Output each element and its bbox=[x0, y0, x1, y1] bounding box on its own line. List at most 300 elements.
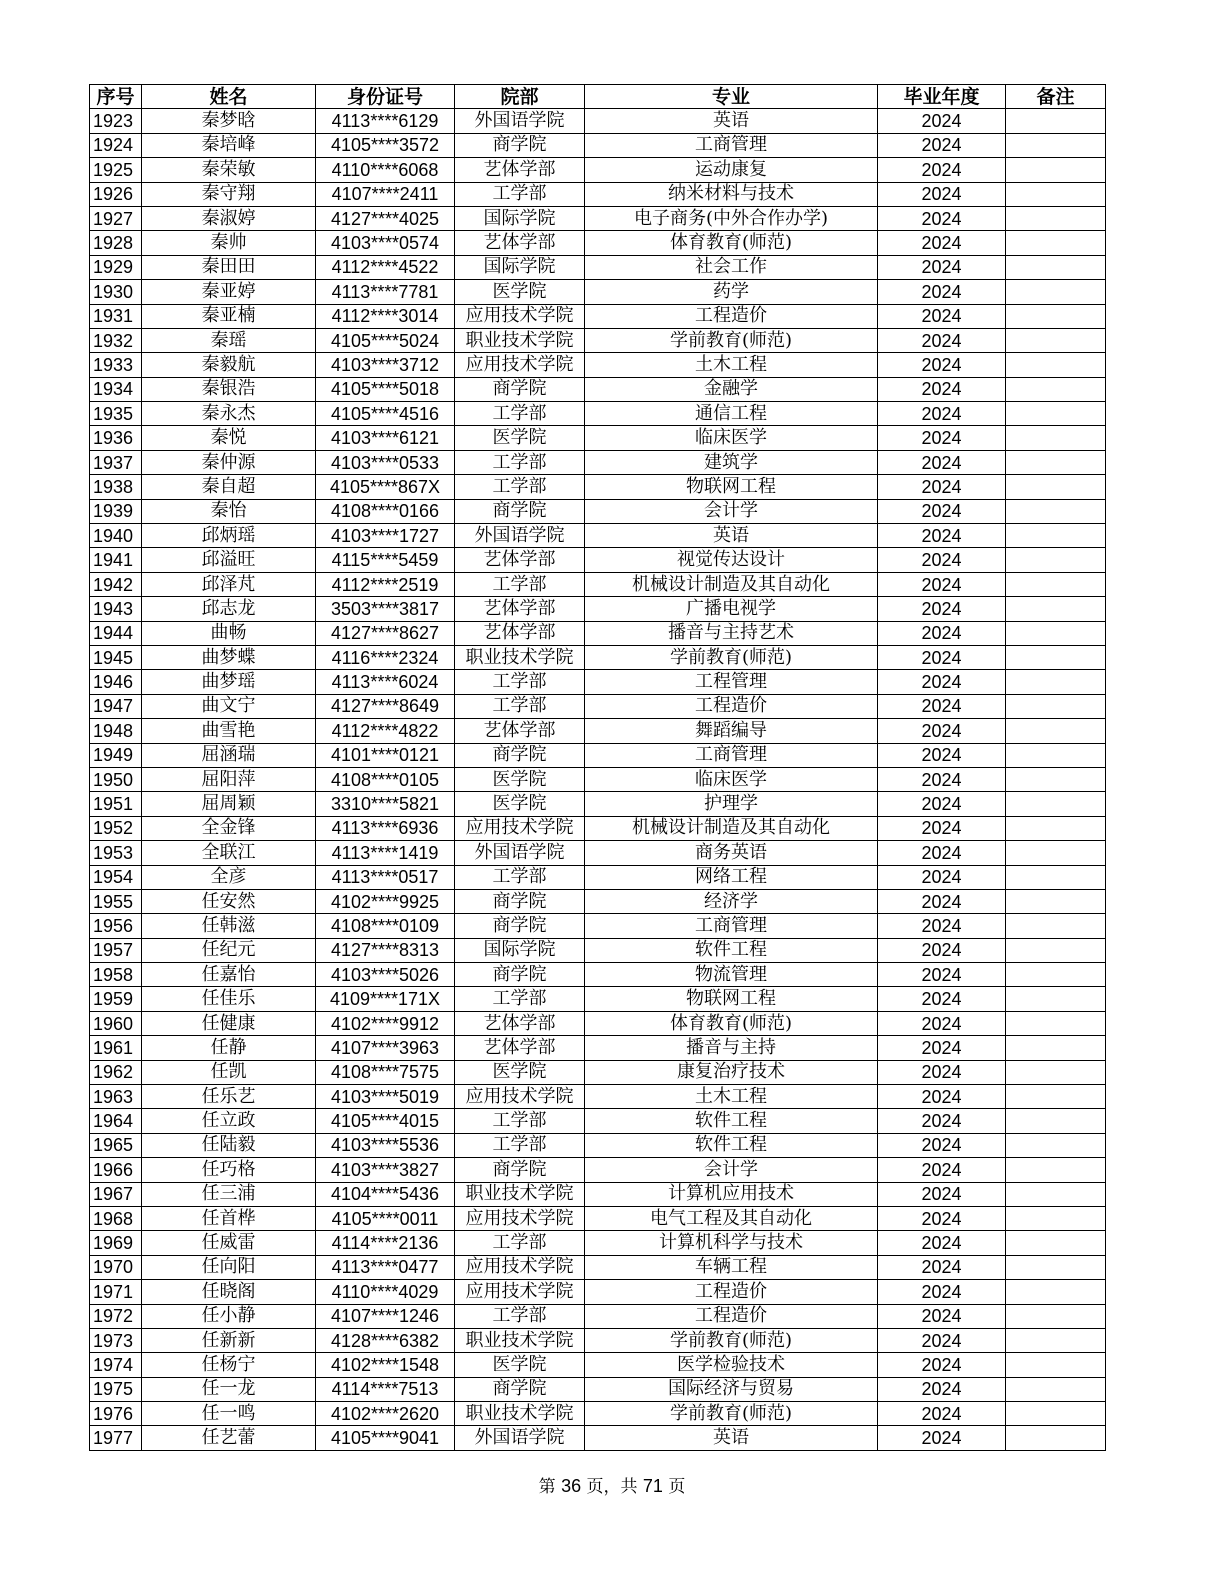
cell-department: 商学院 bbox=[455, 133, 585, 157]
cell-seq: 1966 bbox=[90, 1158, 142, 1182]
cell-name: 秦怡 bbox=[142, 499, 316, 523]
cell-graduation-year: 2024 bbox=[878, 206, 1006, 230]
cell-id-number: 4108****7575 bbox=[316, 1060, 455, 1084]
cell-graduation-year: 2024 bbox=[878, 1304, 1006, 1328]
cell-department: 职业技术学院 bbox=[455, 645, 585, 669]
cell-major: 播音与主持艺术 bbox=[585, 621, 878, 645]
cell-remarks bbox=[1006, 1353, 1106, 1377]
cell-major: 软件工程 bbox=[585, 938, 878, 962]
cell-id-number: 4102****1548 bbox=[316, 1353, 455, 1377]
cell-major: 电子商务(中外合作办学) bbox=[585, 206, 878, 230]
table-row bbox=[90, 182, 1106, 206]
cell-major: 药学 bbox=[585, 280, 878, 304]
cell-seq: 1954 bbox=[90, 865, 142, 889]
cell-department: 工学部 bbox=[455, 1304, 585, 1328]
table-row bbox=[90, 1353, 1106, 1377]
cell-major: 运动康复 bbox=[585, 158, 878, 182]
cell-major: 舞蹈编导 bbox=[585, 719, 878, 743]
cell-major: 物联网工程 bbox=[585, 987, 878, 1011]
cell-name: 屈阳萍 bbox=[142, 767, 316, 791]
table-row bbox=[90, 1231, 1106, 1255]
cell-department: 职业技术学院 bbox=[455, 1182, 585, 1206]
cell-major: 学前教育(师范) bbox=[585, 1402, 878, 1426]
cell-department: 商学院 bbox=[455, 743, 585, 767]
cell-remarks bbox=[1006, 865, 1106, 889]
cell-seq: 1923 bbox=[90, 109, 142, 133]
cell-id-number: 4109****171X bbox=[316, 987, 455, 1011]
cell-name: 邱志龙 bbox=[142, 597, 316, 621]
cell-remarks bbox=[1006, 1182, 1106, 1206]
cell-remarks bbox=[1006, 1280, 1106, 1304]
cell-id-number: 4105****0011 bbox=[316, 1206, 455, 1230]
cell-id-number: 4102****9912 bbox=[316, 1011, 455, 1035]
cell-major: 会计学 bbox=[585, 1158, 878, 1182]
cell-name: 全金锋 bbox=[142, 816, 316, 840]
cell-seq: 1958 bbox=[90, 963, 142, 987]
cell-seq: 1957 bbox=[90, 938, 142, 962]
cell-department: 艺体学部 bbox=[455, 1036, 585, 1060]
cell-name: 任嘉怡 bbox=[142, 963, 316, 987]
cell-seq: 1965 bbox=[90, 1133, 142, 1157]
table-row bbox=[90, 158, 1106, 182]
table-row bbox=[90, 255, 1106, 279]
cell-name: 任三浦 bbox=[142, 1182, 316, 1206]
cell-name: 任纪元 bbox=[142, 938, 316, 962]
cell-name: 秦悦 bbox=[142, 426, 316, 450]
cell-department: 国际学院 bbox=[455, 938, 585, 962]
cell-id-number: 4112****4522 bbox=[316, 255, 455, 279]
cell-id-number: 4128****6382 bbox=[316, 1328, 455, 1352]
cell-name: 任立政 bbox=[142, 1109, 316, 1133]
cell-department: 商学院 bbox=[455, 889, 585, 913]
cell-id-number: 4127****8313 bbox=[316, 938, 455, 962]
cell-department: 职业技术学院 bbox=[455, 1328, 585, 1352]
cell-id-number: 4114****7513 bbox=[316, 1377, 455, 1401]
table-row bbox=[90, 231, 1106, 255]
cell-seq: 1953 bbox=[90, 841, 142, 865]
table-row bbox=[90, 987, 1106, 1011]
cell-graduation-year: 2024 bbox=[878, 889, 1006, 913]
cell-graduation-year: 2024 bbox=[878, 450, 1006, 474]
cell-remarks bbox=[1006, 255, 1106, 279]
cell-name: 秦自超 bbox=[142, 475, 316, 499]
table-row bbox=[90, 767, 1106, 791]
cell-major: 机械设计制造及其自动化 bbox=[585, 572, 878, 596]
page-footer bbox=[0, 1472, 1224, 1497]
cell-remarks bbox=[1006, 328, 1106, 352]
cell-name: 任静 bbox=[142, 1036, 316, 1060]
cell-id-number: 4103****3827 bbox=[316, 1158, 455, 1182]
header-graduation-year: 毕业年度 bbox=[878, 85, 1006, 109]
cell-major: 网络工程 bbox=[585, 865, 878, 889]
cell-major: 电气工程及其自动化 bbox=[585, 1206, 878, 1230]
cell-major: 学前教育(师范) bbox=[585, 328, 878, 352]
cell-department: 工学部 bbox=[455, 1109, 585, 1133]
cell-name: 任乐艺 bbox=[142, 1085, 316, 1109]
cell-remarks bbox=[1006, 792, 1106, 816]
cell-name: 秦淑婷 bbox=[142, 206, 316, 230]
cell-name: 秦荣敏 bbox=[142, 158, 316, 182]
table-row bbox=[90, 841, 1106, 865]
cell-name: 邱炳瑶 bbox=[142, 524, 316, 548]
cell-seq: 1930 bbox=[90, 280, 142, 304]
header-seq: 序号 bbox=[90, 85, 142, 109]
cell-graduation-year: 2024 bbox=[878, 426, 1006, 450]
cell-graduation-year: 2024 bbox=[878, 182, 1006, 206]
cell-graduation-year: 2024 bbox=[878, 1060, 1006, 1084]
cell-department: 商学院 bbox=[455, 499, 585, 523]
cell-name: 秦亚婷 bbox=[142, 280, 316, 304]
cell-major: 工程造价 bbox=[585, 694, 878, 718]
table-row bbox=[90, 1255, 1106, 1279]
table-row bbox=[90, 816, 1106, 840]
header-remarks: 备注 bbox=[1006, 85, 1106, 109]
cell-id-number: 4103****1727 bbox=[316, 524, 455, 548]
cell-graduation-year: 2024 bbox=[878, 1280, 1006, 1304]
cell-department: 应用技术学院 bbox=[455, 816, 585, 840]
cell-seq: 1946 bbox=[90, 670, 142, 694]
cell-major: 物流管理 bbox=[585, 963, 878, 987]
cell-name: 任新新 bbox=[142, 1328, 316, 1352]
cell-seq: 1938 bbox=[90, 475, 142, 499]
cell-id-number: 4113****0477 bbox=[316, 1255, 455, 1279]
cell-remarks bbox=[1006, 280, 1106, 304]
cell-remarks bbox=[1006, 377, 1106, 401]
cell-name: 任首桦 bbox=[142, 1206, 316, 1230]
cell-seq: 1950 bbox=[90, 767, 142, 791]
cell-seq: 1951 bbox=[90, 792, 142, 816]
cell-name: 秦帅 bbox=[142, 231, 316, 255]
cell-department: 艺体学部 bbox=[455, 621, 585, 645]
cell-remarks bbox=[1006, 524, 1106, 548]
cell-id-number: 4103****5019 bbox=[316, 1085, 455, 1109]
cell-major: 会计学 bbox=[585, 499, 878, 523]
cell-graduation-year: 2024 bbox=[878, 1255, 1006, 1279]
cell-name: 任一鸣 bbox=[142, 1402, 316, 1426]
cell-remarks bbox=[1006, 1011, 1106, 1035]
cell-graduation-year: 2024 bbox=[878, 1328, 1006, 1352]
table-row bbox=[90, 133, 1106, 157]
cell-remarks bbox=[1006, 621, 1106, 645]
cell-department: 国际学院 bbox=[455, 206, 585, 230]
cell-id-number: 4107****1246 bbox=[316, 1304, 455, 1328]
table-row bbox=[90, 1377, 1106, 1401]
cell-department: 工学部 bbox=[455, 402, 585, 426]
cell-major: 经济学 bbox=[585, 889, 878, 913]
cell-id-number: 4105****3572 bbox=[316, 133, 455, 157]
cell-seq: 1952 bbox=[90, 816, 142, 840]
table-row bbox=[90, 377, 1106, 401]
cell-major: 工程造价 bbox=[585, 304, 878, 328]
cell-department: 商学院 bbox=[455, 963, 585, 987]
cell-major: 临床医学 bbox=[585, 426, 878, 450]
cell-seq: 1940 bbox=[90, 524, 142, 548]
cell-id-number: 4113****7781 bbox=[316, 280, 455, 304]
cell-graduation-year: 2024 bbox=[878, 597, 1006, 621]
cell-graduation-year: 2024 bbox=[878, 1402, 1006, 1426]
cell-seq: 1967 bbox=[90, 1182, 142, 1206]
cell-remarks bbox=[1006, 1109, 1106, 1133]
cell-id-number: 3310****5821 bbox=[316, 792, 455, 816]
cell-graduation-year: 2024 bbox=[878, 938, 1006, 962]
cell-seq: 1926 bbox=[90, 182, 142, 206]
cell-remarks bbox=[1006, 1158, 1106, 1182]
cell-remarks bbox=[1006, 597, 1106, 621]
cell-graduation-year: 2024 bbox=[878, 1377, 1006, 1401]
cell-department: 医学院 bbox=[455, 767, 585, 791]
cell-graduation-year: 2024 bbox=[878, 1426, 1006, 1450]
cell-major: 土木工程 bbox=[585, 1085, 878, 1109]
cell-id-number: 4112****3014 bbox=[316, 304, 455, 328]
footer-prefix: 第 bbox=[538, 1477, 556, 1497]
cell-seq: 1964 bbox=[90, 1109, 142, 1133]
cell-id-number: 4105****9041 bbox=[316, 1426, 455, 1450]
table-row bbox=[90, 694, 1106, 718]
cell-remarks bbox=[1006, 1377, 1106, 1401]
cell-seq: 1974 bbox=[90, 1353, 142, 1377]
cell-name: 任小静 bbox=[142, 1304, 316, 1328]
cell-id-number: 4107****3963 bbox=[316, 1036, 455, 1060]
cell-remarks bbox=[1006, 1036, 1106, 1060]
cell-remarks bbox=[1006, 694, 1106, 718]
header-department: 院部 bbox=[455, 85, 585, 109]
table-row bbox=[90, 328, 1106, 352]
cell-name: 屈周颖 bbox=[142, 792, 316, 816]
cell-seq: 1936 bbox=[90, 426, 142, 450]
cell-graduation-year: 2024 bbox=[878, 767, 1006, 791]
table-row bbox=[90, 353, 1106, 377]
cell-id-number: 3503****3817 bbox=[316, 597, 455, 621]
table-row bbox=[90, 938, 1106, 962]
cell-name: 曲文宁 bbox=[142, 694, 316, 718]
cell-remarks bbox=[1006, 450, 1106, 474]
cell-id-number: 4103****0574 bbox=[316, 231, 455, 255]
cell-department: 工学部 bbox=[455, 450, 585, 474]
table-row bbox=[90, 963, 1106, 987]
cell-id-number: 4112****4822 bbox=[316, 719, 455, 743]
cell-id-number: 4102****2620 bbox=[316, 1402, 455, 1426]
table-row bbox=[90, 475, 1106, 499]
table-row bbox=[90, 109, 1106, 133]
cell-graduation-year: 2024 bbox=[878, 1206, 1006, 1230]
cell-id-number: 4101****0121 bbox=[316, 743, 455, 767]
cell-name: 全彦 bbox=[142, 865, 316, 889]
cell-major: 工程造价 bbox=[585, 1304, 878, 1328]
cell-department: 艺体学部 bbox=[455, 158, 585, 182]
cell-department: 工学部 bbox=[455, 987, 585, 1011]
cell-remarks bbox=[1006, 743, 1106, 767]
cell-seq: 1977 bbox=[90, 1426, 142, 1450]
cell-seq: 1933 bbox=[90, 353, 142, 377]
cell-department: 商学院 bbox=[455, 377, 585, 401]
cell-remarks bbox=[1006, 572, 1106, 596]
cell-remarks bbox=[1006, 475, 1106, 499]
cell-seq: 1961 bbox=[90, 1036, 142, 1060]
cell-name: 邱泽芃 bbox=[142, 572, 316, 596]
cell-remarks bbox=[1006, 816, 1106, 840]
table-row bbox=[90, 1133, 1106, 1157]
cell-id-number: 4110****6068 bbox=[316, 158, 455, 182]
cell-remarks bbox=[1006, 353, 1106, 377]
cell-major: 商务英语 bbox=[585, 841, 878, 865]
cell-seq: 1973 bbox=[90, 1328, 142, 1352]
cell-department: 应用技术学院 bbox=[455, 1255, 585, 1279]
cell-major: 播音与主持 bbox=[585, 1036, 878, 1060]
cell-id-number: 4114****2136 bbox=[316, 1231, 455, 1255]
cell-seq: 1949 bbox=[90, 743, 142, 767]
cell-department: 工学部 bbox=[455, 475, 585, 499]
cell-remarks bbox=[1006, 841, 1106, 865]
table-row bbox=[90, 1206, 1106, 1230]
cell-graduation-year: 2024 bbox=[878, 1036, 1006, 1060]
cell-id-number: 4102****9925 bbox=[316, 889, 455, 913]
cell-department: 艺体学部 bbox=[455, 1011, 585, 1035]
table-row bbox=[90, 889, 1106, 913]
cell-department: 工学部 bbox=[455, 1133, 585, 1157]
cell-department: 外国语学院 bbox=[455, 1426, 585, 1450]
table-row bbox=[90, 1304, 1106, 1328]
cell-id-number: 4127****4025 bbox=[316, 206, 455, 230]
cell-graduation-year: 2024 bbox=[878, 133, 1006, 157]
cell-department: 医学院 bbox=[455, 1353, 585, 1377]
cell-seq: 1943 bbox=[90, 597, 142, 621]
cell-remarks bbox=[1006, 548, 1106, 572]
cell-department: 应用技术学院 bbox=[455, 304, 585, 328]
table-row bbox=[90, 792, 1106, 816]
cell-department: 工学部 bbox=[455, 865, 585, 889]
cell-seq: 1931 bbox=[90, 304, 142, 328]
cell-name: 秦银浩 bbox=[142, 377, 316, 401]
table-row bbox=[90, 670, 1106, 694]
cell-department: 外国语学院 bbox=[455, 841, 585, 865]
table-row bbox=[90, 1060, 1106, 1084]
table-row bbox=[90, 719, 1106, 743]
cell-id-number: 4112****2519 bbox=[316, 572, 455, 596]
cell-remarks bbox=[1006, 1060, 1106, 1084]
table-row bbox=[90, 304, 1106, 328]
cell-graduation-year: 2024 bbox=[878, 353, 1006, 377]
cell-seq: 1976 bbox=[90, 1402, 142, 1426]
cell-seq: 1948 bbox=[90, 719, 142, 743]
table-row bbox=[90, 402, 1106, 426]
cell-major: 计算机应用技术 bbox=[585, 1182, 878, 1206]
cell-graduation-year: 2024 bbox=[878, 377, 1006, 401]
cell-major: 广播电视学 bbox=[585, 597, 878, 621]
cell-graduation-year: 2024 bbox=[878, 865, 1006, 889]
cell-graduation-year: 2024 bbox=[878, 963, 1006, 987]
cell-department: 工学部 bbox=[455, 182, 585, 206]
table-body bbox=[90, 109, 1106, 1450]
cell-seq: 1941 bbox=[90, 548, 142, 572]
cell-seq: 1929 bbox=[90, 255, 142, 279]
cell-department: 职业技术学院 bbox=[455, 328, 585, 352]
cell-graduation-year: 2024 bbox=[878, 816, 1006, 840]
cell-remarks bbox=[1006, 1085, 1106, 1109]
cell-graduation-year: 2024 bbox=[878, 987, 1006, 1011]
table-row bbox=[90, 865, 1106, 889]
cell-seq: 1970 bbox=[90, 1255, 142, 1279]
cell-id-number: 4105****4015 bbox=[316, 1109, 455, 1133]
cell-seq: 1969 bbox=[90, 1231, 142, 1255]
cell-name: 全联江 bbox=[142, 841, 316, 865]
cell-department: 艺体学部 bbox=[455, 548, 585, 572]
cell-graduation-year: 2024 bbox=[878, 743, 1006, 767]
cell-major: 护理学 bbox=[585, 792, 878, 816]
cell-major: 学前教育(师范) bbox=[585, 645, 878, 669]
cell-seq: 1956 bbox=[90, 914, 142, 938]
cell-seq: 1963 bbox=[90, 1085, 142, 1109]
cell-seq: 1971 bbox=[90, 1280, 142, 1304]
cell-graduation-year: 2024 bbox=[878, 109, 1006, 133]
cell-remarks bbox=[1006, 670, 1106, 694]
table-row bbox=[90, 645, 1106, 669]
cell-department: 艺体学部 bbox=[455, 719, 585, 743]
cell-remarks bbox=[1006, 304, 1106, 328]
cell-major: 软件工程 bbox=[585, 1133, 878, 1157]
cell-graduation-year: 2024 bbox=[878, 621, 1006, 645]
table-row bbox=[90, 1085, 1106, 1109]
cell-remarks bbox=[1006, 1426, 1106, 1450]
cell-seq: 1960 bbox=[90, 1011, 142, 1035]
cell-id-number: 4127****8627 bbox=[316, 621, 455, 645]
cell-remarks bbox=[1006, 889, 1106, 913]
graduate-list-table bbox=[89, 84, 1106, 1451]
cell-name: 秦永杰 bbox=[142, 402, 316, 426]
cell-department: 工学部 bbox=[455, 670, 585, 694]
cell-remarks bbox=[1006, 987, 1106, 1011]
cell-graduation-year: 2024 bbox=[878, 548, 1006, 572]
cell-name: 任韩滋 bbox=[142, 914, 316, 938]
cell-major: 工商管理 bbox=[585, 133, 878, 157]
cell-major: 英语 bbox=[585, 524, 878, 548]
cell-remarks bbox=[1006, 767, 1106, 791]
cell-major: 医学检验技术 bbox=[585, 1353, 878, 1377]
cell-id-number: 4116****2324 bbox=[316, 645, 455, 669]
cell-major: 临床医学 bbox=[585, 767, 878, 791]
cell-seq: 1945 bbox=[90, 645, 142, 669]
cell-major: 工程管理 bbox=[585, 670, 878, 694]
cell-major: 工商管理 bbox=[585, 914, 878, 938]
table-row bbox=[90, 1280, 1106, 1304]
header-name: 姓名 bbox=[142, 85, 316, 109]
cell-name: 任向阳 bbox=[142, 1255, 316, 1279]
cell-major: 金融学 bbox=[585, 377, 878, 401]
table-row bbox=[90, 524, 1106, 548]
cell-name: 秦仲源 bbox=[142, 450, 316, 474]
cell-id-number: 4105****5018 bbox=[316, 377, 455, 401]
cell-graduation-year: 2024 bbox=[878, 841, 1006, 865]
cell-id-number: 4110****4029 bbox=[316, 1280, 455, 1304]
cell-department: 应用技术学院 bbox=[455, 1085, 585, 1109]
cell-id-number: 4105****5024 bbox=[316, 328, 455, 352]
cell-major: 英语 bbox=[585, 109, 878, 133]
cell-department: 应用技术学院 bbox=[455, 1206, 585, 1230]
cell-major: 学前教育(师范) bbox=[585, 1328, 878, 1352]
cell-department: 应用技术学院 bbox=[455, 1280, 585, 1304]
cell-name: 秦亚楠 bbox=[142, 304, 316, 328]
cell-graduation-year: 2024 bbox=[878, 1231, 1006, 1255]
cell-major: 视觉传达设计 bbox=[585, 548, 878, 572]
header-id-number: 身份证号 bbox=[316, 85, 455, 109]
cell-department: 医学院 bbox=[455, 426, 585, 450]
cell-major: 康复治疗技术 bbox=[585, 1060, 878, 1084]
cell-remarks bbox=[1006, 1328, 1106, 1352]
cell-name: 屈涵瑞 bbox=[142, 743, 316, 767]
cell-name: 任杨宁 bbox=[142, 1353, 316, 1377]
footer-page-number: 36 bbox=[561, 1476, 582, 1496]
cell-id-number: 4115****5459 bbox=[316, 548, 455, 572]
table-row bbox=[90, 1402, 1106, 1426]
